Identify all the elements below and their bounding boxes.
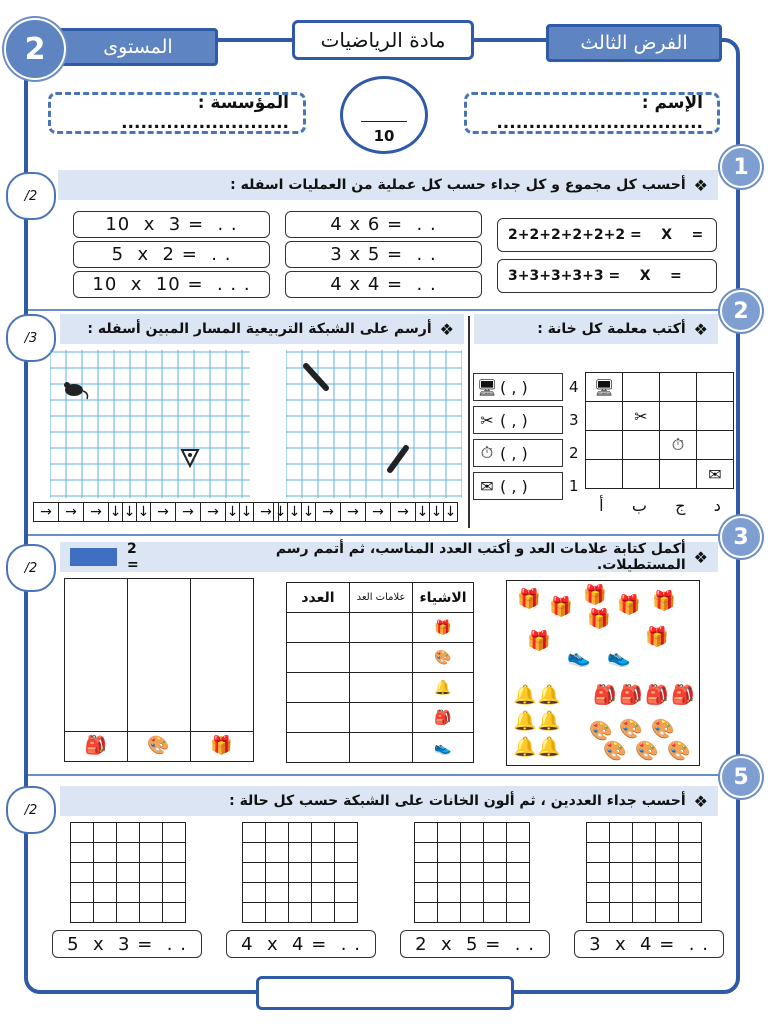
grid-cell[interactable] [163, 823, 186, 843]
grid-cell[interactable] [117, 903, 140, 923]
palette-icon: 🎨 [651, 718, 675, 740]
grid-cell[interactable] [679, 863, 702, 883]
grid-cell[interactable] [117, 823, 140, 843]
grid-cell[interactable] [415, 863, 438, 883]
ex2-instruction-right: أكتب معلمة كل خانة : [537, 321, 686, 337]
grid-cell[interactable] [461, 843, 484, 863]
divider [28, 309, 738, 311]
ex5-instruction: أحسب جداء العددين ، ثم ألون الخانات على الشبكة حسب كل حالة : [229, 793, 686, 809]
path-arrow: ↓ [430, 504, 443, 520]
computer-icon: 🖥 [476, 377, 498, 397]
path-arrow: → [315, 502, 341, 522]
grid-cell[interactable] [140, 843, 163, 863]
grid-cell[interactable] [679, 883, 702, 903]
subject-title [292, 20, 474, 60]
table-header: العدد [287, 583, 350, 613]
grid-cell[interactable] [679, 843, 702, 863]
grid-cell[interactable] [335, 843, 358, 863]
level-label: المستوى [103, 36, 173, 58]
grid-cell [697, 460, 734, 489]
grid-cell[interactable] [71, 823, 94, 843]
grid-cell[interactable] [461, 863, 484, 883]
bell-icon: 🔔 [513, 736, 537, 758]
coord-list [473, 372, 579, 501]
grid-cell[interactable] [610, 903, 633, 923]
grid-cell[interactable] [656, 903, 679, 923]
grid-cell[interactable] [71, 903, 94, 923]
subject-label: مادة الرياضيات [320, 28, 446, 52]
grid-cell [586, 402, 623, 431]
grid-cell[interactable] [587, 823, 610, 843]
ex1-eq[interactable]: 3 x 5 = . . [285, 241, 482, 268]
grid-cell[interactable] [461, 883, 484, 903]
grid-cell [660, 460, 697, 489]
table-header: علامات العد [350, 583, 413, 613]
path-arrow: → [340, 502, 366, 522]
path-arrow: → [150, 502, 176, 522]
grid-cell[interactable] [266, 883, 289, 903]
level-pill [58, 28, 218, 66]
divider [28, 774, 738, 776]
ex1-number: 1 [720, 146, 762, 188]
path-arrow: → [175, 502, 201, 522]
grid-cell[interactable] [633, 843, 656, 863]
footer-tab [256, 976, 514, 1010]
row-label: 3 [569, 411, 579, 429]
backpack-icon: 🎒 [413, 703, 474, 733]
coord-answer-box[interactable]: ✉ ( , ) [473, 472, 563, 500]
bullet-icon: ❖ [439, 319, 454, 339]
path-arrow: → [365, 502, 391, 522]
count-cell[interactable] [287, 673, 350, 703]
palette-icon: 🎨 [635, 740, 659, 762]
path-arrow: ↓ [137, 504, 150, 520]
grid-2[interactable] [286, 350, 462, 498]
tally-cell[interactable] [350, 733, 413, 763]
grid-cell[interactable] [289, 903, 312, 923]
multiplication-grid[interactable] [70, 822, 186, 923]
ex1-eq[interactable]: 10 x 10 = . . . [73, 271, 270, 298]
level-number: 2 [24, 31, 46, 67]
grid-cell[interactable] [610, 883, 633, 903]
grid-cell[interactable] [633, 883, 656, 903]
grid-1[interactable] [50, 350, 250, 498]
path-strip-2 [274, 502, 458, 522]
grid-cell[interactable] [266, 843, 289, 863]
grid-cell[interactable] [438, 883, 461, 903]
shoe-icon: 👟 [567, 646, 591, 668]
ex1-eq[interactable]: 4 x 4 = . . [285, 271, 482, 298]
stopwatch-icon: ⏱ [671, 435, 685, 454]
ex3-instruction-band [60, 542, 718, 572]
grid-cell[interactable] [335, 903, 358, 923]
envelope-icon: ✉ [480, 476, 494, 496]
grid-cell[interactable] [484, 843, 507, 863]
grid-cell[interactable] [71, 843, 94, 863]
coord-grid [585, 372, 734, 489]
backpack-icon: 🎒 [593, 684, 617, 706]
grid-cell[interactable] [140, 903, 163, 923]
gift-icon: 🎁 [617, 594, 641, 616]
grid-cell [660, 402, 697, 431]
path-strip-1 [34, 502, 279, 522]
multiplication-grid[interactable] [414, 822, 530, 923]
bell-icon: 🔔 [513, 684, 537, 706]
bell-icon: 🔔 [537, 710, 561, 732]
ex5-eq[interactable]: 2 x 5 = . . [400, 930, 550, 958]
grid-cell[interactable] [312, 843, 335, 863]
grid-cell[interactable] [140, 863, 163, 883]
path-arrow: → [390, 502, 416, 522]
path-arrow: ↓ [288, 504, 301, 520]
grid-cell[interactable] [415, 823, 438, 843]
bell-icon: 🔔 [413, 673, 474, 703]
grid-cell[interactable] [679, 903, 702, 923]
coord-answer-box[interactable]: ✂ ( , ) [473, 406, 563, 434]
name-label: الإسم : ................................ [496, 93, 703, 133]
path-arrow: ↓ [226, 504, 239, 520]
total-score: 10 [373, 127, 395, 145]
backpack-icon: 🎒 [671, 684, 695, 706]
grid-cell[interactable] [140, 823, 163, 843]
grid-cell[interactable] [140, 883, 163, 903]
gift-icon: 🎁 [517, 588, 541, 610]
grid-cell[interactable] [243, 903, 266, 923]
grid-cell[interactable] [610, 843, 633, 863]
ex1-sum-eq[interactable]: 2+2+2+2+2+2 = X = [497, 218, 717, 252]
grid-cell[interactable] [71, 883, 94, 903]
ex2-instruction-left-band [60, 314, 464, 344]
grid-cell[interactable] [587, 863, 610, 883]
grid-cell[interactable] [243, 883, 266, 903]
grid-cell[interactable] [266, 823, 289, 843]
ex2-score: /3 [6, 314, 56, 362]
path-arrow: ↓ [240, 504, 253, 520]
envelope-icon: ✉ [708, 464, 722, 484]
palette-icon: 🎨 [147, 735, 170, 756]
grid-cell[interactable] [163, 903, 186, 923]
ex1-score: /2 [6, 172, 56, 220]
ex5-number: 5 [720, 756, 762, 798]
exam-label: الفرض الثالث [580, 32, 688, 54]
grid-cell[interactable] [289, 863, 312, 883]
grid-cell [586, 373, 623, 402]
grid-cell[interactable] [94, 823, 117, 843]
ex2-instruction-right-band [474, 314, 718, 344]
gift-icon: 🎁 [549, 596, 573, 618]
ex1-eq[interactable]: 4 x 6 = . . [285, 211, 482, 238]
grid-cell[interactable] [335, 863, 358, 883]
stopwatch-icon: ⏱ [480, 443, 494, 462]
ex5-eq[interactable]: 3 x 4 = . . [574, 930, 724, 958]
backpack-icon: 🎒 [645, 684, 669, 706]
palette-icon: 🎨 [589, 720, 613, 742]
grid-cell[interactable] [71, 863, 94, 883]
path-arrow: ↓ [274, 504, 287, 520]
ex2-instruction-left: أرسم على الشبكة التربيعية المسار المبين أسفله : [87, 321, 432, 337]
palette-icon: 🎨 [603, 740, 627, 762]
count-cell[interactable] [287, 613, 350, 643]
grid-cell[interactable] [587, 903, 610, 923]
palette-icon: 🎨 [619, 718, 643, 740]
grid-cell[interactable] [163, 843, 186, 863]
ex5-eq[interactable]: 5 x 3 = . . [52, 930, 202, 958]
grid-cell[interactable] [312, 863, 335, 883]
palette-icon: 🎨 [667, 740, 691, 762]
gift-icon: 🎁 [210, 735, 233, 756]
grid-cell[interactable] [415, 843, 438, 863]
scissors-icon: ✂ [480, 410, 494, 430]
grid-cell[interactable] [507, 843, 530, 863]
ex1-instruction: أحسب كل مجموع و كل جداء حسب كل عملية من العمليات اسفله : [230, 177, 686, 193]
grid-cell[interactable] [94, 843, 117, 863]
path-arrow: → [200, 502, 226, 522]
ex3-number: 3 [720, 516, 762, 558]
bullet-icon: ❖ [693, 547, 708, 567]
bullet-icon: ❖ [693, 175, 708, 195]
legend-swatch [70, 548, 117, 566]
grid-cell[interactable] [117, 863, 140, 883]
gift-icon: 🎁 [587, 608, 611, 630]
path-arrow: ↓ [444, 504, 457, 520]
grid-cell[interactable] [587, 843, 610, 863]
exam-pill [546, 24, 722, 62]
ex2-number: 2 [720, 290, 762, 332]
grid-cell[interactable] [312, 823, 335, 843]
grid-cell[interactable] [656, 823, 679, 843]
backpack-icon: 🎒 [619, 684, 643, 706]
coord-answer-box[interactable]: 🖥 ( , ) [473, 373, 563, 401]
grid-cell [586, 431, 623, 460]
grid-cell[interactable] [507, 883, 530, 903]
palette-icon: 🎨 [413, 643, 474, 673]
gift-icon: 🎁 [413, 613, 474, 643]
scissors-icon: ✂ [634, 406, 648, 426]
grid-cell [623, 402, 660, 431]
ex5-eq[interactable]: 4 x 4 = . . [226, 930, 376, 958]
mouse-icon [64, 382, 88, 399]
name-field[interactable] [464, 92, 720, 134]
grid-cell[interactable] [415, 883, 438, 903]
grid-cell[interactable] [312, 903, 335, 923]
grid-cell[interactable] [117, 843, 140, 863]
count-cell[interactable] [287, 733, 350, 763]
grid-cell[interactable] [484, 823, 507, 843]
bell-icon: 🔔 [513, 710, 537, 732]
table-header: الاشياء [413, 583, 474, 613]
total-score-circle [340, 76, 428, 154]
shoe-icon: 👟 [413, 733, 474, 763]
ex1-eq[interactable]: 10 x 3 = . . [73, 211, 270, 238]
school-field[interactable] [48, 92, 306, 134]
multiplication-grid[interactable] [586, 822, 702, 923]
column-letter: د [713, 496, 721, 515]
grid-cell[interactable] [243, 863, 266, 883]
grid-cell[interactable] [438, 903, 461, 923]
ex3-instruction: أكمل كتابة علامات العد و أكتب العدد المناسب، ثم أتمم رسم المستطيلات. [275, 541, 686, 573]
grid-cell[interactable] [507, 823, 530, 843]
bullet-icon: ❖ [693, 319, 708, 339]
shoe-icon: 👟 [607, 646, 631, 668]
grid-cell[interactable] [289, 883, 312, 903]
ex1-sum-eq[interactable]: 3+3+3+3+3 = X = [497, 259, 717, 293]
grid-cell[interactable] [656, 883, 679, 903]
grid-cell[interactable] [610, 823, 633, 843]
gift-icon: 🎁 [645, 626, 669, 648]
ex2-divider [468, 316, 470, 528]
tally-cell[interactable] [350, 703, 413, 733]
ex5-score: /2 [6, 786, 56, 834]
grid-cell[interactable] [163, 863, 186, 883]
grid-cell [697, 431, 734, 460]
grid-cell[interactable] [243, 843, 266, 863]
path-arrow: → [33, 502, 59, 522]
ex5-instruction-band [60, 786, 718, 816]
multiplication-grid[interactable] [242, 822, 358, 923]
row-label: 1 [569, 477, 579, 495]
column-letter: ب [631, 496, 647, 515]
ex1-eq[interactable]: 5 x 2 = . . [73, 241, 270, 268]
grid-cell[interactable] [484, 903, 507, 923]
grid-cell[interactable] [679, 823, 702, 843]
bullet-icon: ❖ [693, 791, 708, 811]
path-arrow: → [83, 502, 109, 522]
grid-cell[interactable] [633, 863, 656, 883]
bell-icon: 🔔 [537, 684, 561, 706]
grid-cell [623, 460, 660, 489]
tally-cell[interactable] [350, 673, 413, 703]
grid-cell[interactable] [587, 883, 610, 903]
path-arrow: → [253, 502, 279, 522]
grid-cell[interactable] [656, 863, 679, 883]
ex3-score: /2 [6, 544, 56, 592]
grid-cell[interactable] [507, 903, 530, 923]
grid-cell[interactable] [507, 863, 530, 883]
school-label: المؤسسة : .......................... [121, 93, 289, 133]
grid-cell [697, 373, 734, 402]
grid-cell[interactable] [484, 883, 507, 903]
grid-cell [623, 373, 660, 402]
tally-cell[interactable] [350, 643, 413, 673]
grid-cell[interactable] [117, 883, 140, 903]
level-number-badge [4, 18, 66, 80]
path-arrow: ↓ [109, 504, 122, 520]
coord-answer-box[interactable]: ⏱ ( , ) [473, 439, 563, 467]
grid-cell[interactable] [94, 883, 117, 903]
path-arrow: → [58, 502, 84, 522]
grid-cell[interactable] [610, 863, 633, 883]
grid-cell[interactable] [243, 823, 266, 843]
grid-cell[interactable] [438, 863, 461, 883]
gift-icon: 🎁 [527, 630, 551, 652]
grid-cell[interactable] [94, 903, 117, 923]
grid-cell[interactable] [461, 903, 484, 923]
gift-icon: 🎁 [583, 584, 607, 606]
grid-cell [586, 460, 623, 489]
grid-cell[interactable] [438, 823, 461, 843]
grid-cell[interactable] [335, 823, 358, 843]
grid-cell [660, 431, 697, 460]
grid-cell[interactable] [266, 903, 289, 923]
row-label: 2 [569, 444, 579, 462]
grid-cell[interactable] [312, 883, 335, 903]
path-arrow: ↓ [302, 504, 315, 520]
divider [28, 534, 738, 536]
row-label: 4 [569, 378, 579, 396]
count-cell[interactable] [287, 703, 350, 733]
path-arrow: ↓ [416, 504, 429, 520]
path-arrow: ↓ [123, 504, 136, 520]
grid-cell[interactable] [335, 883, 358, 903]
column-letters [585, 496, 735, 515]
grid-cell[interactable] [163, 883, 186, 903]
pencil-icon [306, 366, 326, 388]
grid-cell[interactable] [289, 843, 312, 863]
grid-cell [660, 373, 697, 402]
grid-cell[interactable] [633, 903, 656, 923]
bar-chart-frame[interactable] [64, 578, 254, 762]
gift-icon: 🎁 [652, 590, 676, 612]
grid-cell [697, 402, 734, 431]
grid-cell[interactable] [656, 843, 679, 863]
count-cell[interactable] [287, 643, 350, 673]
grid-cell[interactable] [438, 843, 461, 863]
grid-cell[interactable] [415, 903, 438, 923]
ex1-instruction-band [58, 170, 718, 200]
objects-box [506, 580, 700, 766]
tally-table [286, 582, 474, 763]
computer-icon: 🖥 [593, 377, 615, 397]
grid-cell [623, 431, 660, 460]
grid-cell[interactable] [266, 863, 289, 883]
grid-cell[interactable] [461, 823, 484, 843]
column-letter: ج [675, 496, 686, 515]
legend-value: 2 = [127, 541, 139, 573]
tally-cell[interactable] [350, 613, 413, 643]
grid-cell[interactable] [289, 823, 312, 843]
column-letter: أ [599, 496, 604, 515]
backpack-icon: 🎒 [84, 735, 108, 756]
grid-cell[interactable] [94, 863, 117, 883]
grid-cell[interactable] [484, 863, 507, 883]
bell-icon: 🔔 [537, 736, 561, 758]
grid-cell[interactable] [633, 823, 656, 843]
